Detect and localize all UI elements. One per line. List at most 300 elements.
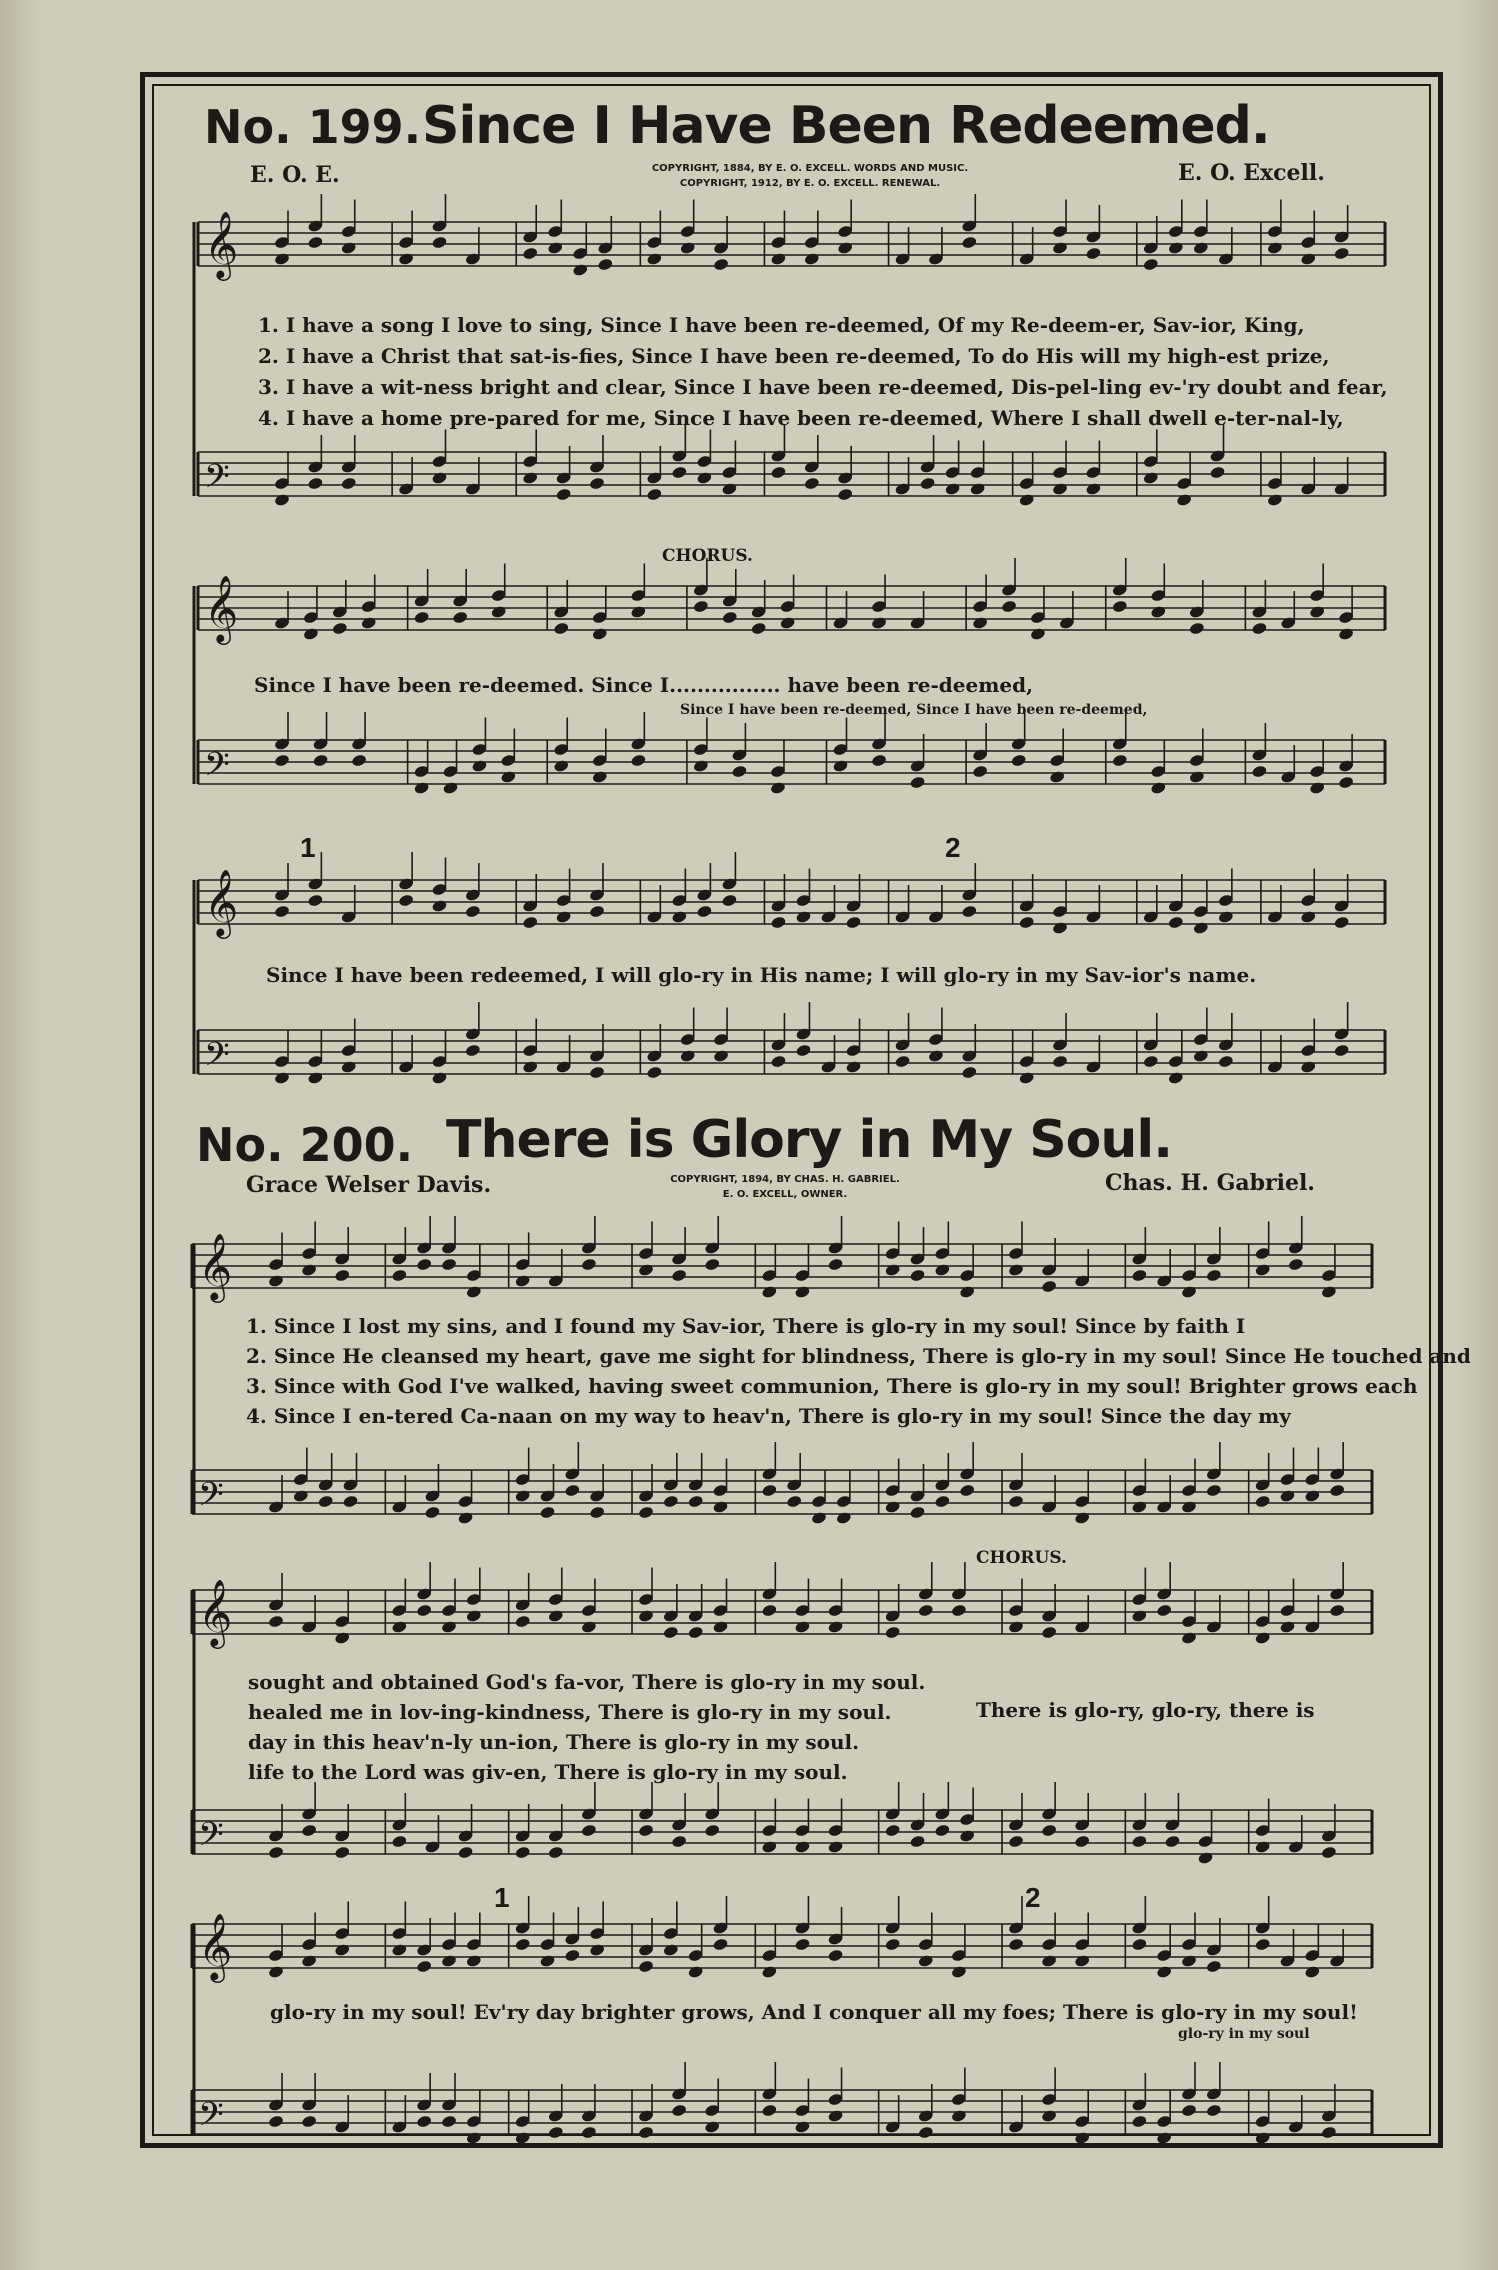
bass-clef-icon: 𝄢 xyxy=(198,1816,224,1862)
note-head xyxy=(761,1840,778,1854)
note-head xyxy=(1142,257,1159,271)
composer-credit: E. O. Excell. xyxy=(1178,160,1325,186)
note-head xyxy=(1142,471,1159,485)
second-ending-number: 2 xyxy=(945,832,961,863)
note-head xyxy=(547,2125,564,2139)
note-head xyxy=(919,476,936,490)
first-ending-number: 1 xyxy=(300,832,316,863)
treble-clef-icon: 𝄞 xyxy=(204,574,239,642)
note-head xyxy=(804,476,821,490)
note-head xyxy=(837,241,854,255)
note-head xyxy=(721,610,738,624)
note-head xyxy=(972,764,989,778)
note-head xyxy=(1074,1511,1091,1525)
note-head xyxy=(1041,1279,1058,1293)
note-head xyxy=(1052,241,1069,255)
note-head xyxy=(441,1257,458,1271)
note-head xyxy=(1181,1285,1198,1299)
note-head xyxy=(646,252,663,266)
note-head xyxy=(391,1620,408,1634)
note-head xyxy=(1168,241,1185,255)
note-head xyxy=(398,893,415,907)
note-head xyxy=(795,910,812,924)
note-head xyxy=(1131,2114,1148,2128)
note-head xyxy=(1321,1285,1338,1299)
note-head xyxy=(274,1071,291,1085)
note-head xyxy=(827,2109,844,2123)
hymn-number: No. 200. xyxy=(196,1118,414,1172)
note-head xyxy=(894,1054,911,1068)
note-head xyxy=(555,487,572,501)
note-head xyxy=(663,1494,680,1508)
note-head xyxy=(712,1937,729,1951)
note-head xyxy=(274,904,291,918)
note-head xyxy=(332,621,349,635)
note-head xyxy=(1142,1054,1159,1068)
note-head xyxy=(909,775,926,789)
note-head xyxy=(301,1263,318,1277)
lyricist-credit: E. O. E. xyxy=(250,162,340,188)
note-head xyxy=(442,781,459,795)
note-head xyxy=(466,1954,483,1968)
note-head xyxy=(638,1823,655,1837)
copyright-notice xyxy=(560,161,1060,191)
bass-clef-icon: 𝄢 xyxy=(198,2096,224,2142)
note-head xyxy=(884,1263,901,1277)
chorus-lyric: Since I have been re-deemed. Since I................ have been re-deemed, xyxy=(254,673,1034,697)
note-head xyxy=(514,1937,531,1951)
note-head xyxy=(1156,2131,1173,2145)
note-head xyxy=(1164,1834,1181,1848)
note-head xyxy=(959,1285,976,1299)
note-head xyxy=(1206,1483,1223,1497)
note-head xyxy=(441,1620,458,1634)
note-head xyxy=(398,252,415,266)
note-head xyxy=(871,616,888,630)
note-head xyxy=(909,1834,926,1848)
note-head xyxy=(638,1263,655,1277)
note-head xyxy=(274,252,291,266)
note-head xyxy=(770,915,787,929)
note-head xyxy=(638,1505,655,1519)
chorus-lyric: There is glo-ry, glo-ry, there is xyxy=(976,1698,1315,1722)
note-head xyxy=(268,1614,285,1628)
note-head xyxy=(712,1620,729,1634)
note-head xyxy=(457,1511,474,1525)
note-head xyxy=(431,1071,448,1085)
note-head xyxy=(671,465,688,479)
note-head xyxy=(1001,599,1018,613)
note-head xyxy=(961,235,978,249)
note-head xyxy=(307,476,324,490)
note-head xyxy=(679,1049,696,1063)
note-head xyxy=(342,1494,359,1508)
note-head xyxy=(581,2125,598,2139)
note-head xyxy=(1131,1268,1148,1282)
note-head xyxy=(514,2131,531,2145)
note-head xyxy=(1251,764,1268,778)
note-head xyxy=(646,1065,663,1079)
note-head xyxy=(794,1840,811,1854)
note-head xyxy=(351,753,368,767)
note-head xyxy=(340,241,357,255)
note-head xyxy=(547,1845,564,1859)
verse-line: 1. Since I lost my sins, and I found my Sav-ior, There is glo-ry in my soul! Since by faith I xyxy=(246,1314,1246,1338)
note-head xyxy=(553,759,570,773)
note-head xyxy=(1206,2103,1223,2117)
note-head xyxy=(413,610,430,624)
note-head xyxy=(1181,2103,1198,2117)
verse-line: 1. I have a song I love to sing, Since I have been re-deemed, Of my Re-deem-er, Sav-ior, King, xyxy=(258,313,1305,337)
note-head xyxy=(837,487,854,501)
note-head xyxy=(721,482,738,496)
note-head xyxy=(1041,1954,1058,1968)
note-head xyxy=(431,899,448,913)
copyright-line: COPYRIGHT, 1912, BY E. O. EXCELL. RENEWAL. xyxy=(679,178,941,189)
note-head xyxy=(794,1937,811,1951)
note-head xyxy=(431,471,448,485)
note-head xyxy=(909,1268,926,1282)
note-head xyxy=(811,1511,828,1525)
note-head xyxy=(555,910,572,924)
note-head xyxy=(1111,753,1128,767)
verse-line: 2. I have a Christ that sat-is-fies, Since I have been re-deemed, To do His will my high-est prize, xyxy=(258,344,1330,368)
note-head xyxy=(1168,915,1185,929)
verse-line: 2. Since He cleansed my heart, gave me sight for blindness, There is glo-ry in my soul! Since He touched and xyxy=(246,1344,1471,1368)
note-head xyxy=(671,1834,688,1848)
note-head xyxy=(1074,1834,1091,1848)
note-head xyxy=(1321,1845,1338,1859)
note-head xyxy=(522,471,539,485)
chorus-lyric: Since I have been redeemed, I will glo-ry in His name; I will glo-ry in my Sav-ior's name. xyxy=(266,963,1257,987)
note-head xyxy=(514,1614,531,1628)
note-head xyxy=(1010,753,1027,767)
note-head xyxy=(564,1948,581,1962)
note-head xyxy=(1189,770,1206,784)
note-head xyxy=(704,1257,721,1271)
note-head xyxy=(334,1943,351,1957)
note-head xyxy=(589,1943,606,1957)
note-head xyxy=(471,759,488,773)
note-head xyxy=(630,605,647,619)
note-head xyxy=(1254,2131,1271,2145)
note-head xyxy=(1206,1959,1223,1973)
note-head xyxy=(845,1060,862,1074)
note-head xyxy=(334,1845,351,1859)
note-head xyxy=(1030,627,1047,641)
note-head xyxy=(1209,465,1226,479)
note-head xyxy=(1085,482,1102,496)
note-head xyxy=(268,1845,285,1859)
chorus-lyric: glo-ry in my soul! Ev'ry day brighter grows, And I conquer all my foes; There is glo-ry in my soul! xyxy=(270,2000,1358,2024)
note-head xyxy=(679,241,696,255)
note-head xyxy=(638,2125,655,2139)
note-head xyxy=(832,759,849,773)
note-head xyxy=(424,1505,441,1519)
note-head xyxy=(1018,915,1035,929)
note-head xyxy=(761,1965,778,1979)
note-head xyxy=(1052,1054,1069,1068)
note-head xyxy=(909,1505,926,1519)
note-head xyxy=(934,1823,951,1837)
note-head xyxy=(1300,252,1317,266)
note-head xyxy=(1251,621,1268,635)
note-head xyxy=(770,252,787,266)
note-head xyxy=(514,1845,531,1859)
note-head xyxy=(1074,1954,1091,1968)
note-head xyxy=(1181,1631,1198,1645)
note-head xyxy=(884,1500,901,1514)
note-head xyxy=(1254,1631,1271,1645)
note-head xyxy=(307,235,324,249)
note-head xyxy=(589,476,606,490)
note-head xyxy=(1018,1071,1035,1085)
copyright-line: COPYRIGHT, 1884, BY E. O. EXCELL. WORDS AND MUSIC. xyxy=(651,163,969,174)
note-head xyxy=(1267,493,1284,507)
note-head xyxy=(779,616,796,630)
note-head xyxy=(1254,1840,1271,1854)
note-head xyxy=(340,1060,357,1074)
note-head xyxy=(884,1937,901,1951)
note-head xyxy=(1008,1937,1025,1951)
note-head xyxy=(274,493,291,507)
verse-continuation: day in this heav'n-ly un-ion, There is glo-ry in my soul. xyxy=(248,1730,860,1754)
note-head xyxy=(589,904,606,918)
verse-line: 4. Since I en-tered Ca-naan on my way to heav'n, There is glo-ry in my soul! Since the day my xyxy=(246,1404,1291,1428)
note-head xyxy=(731,764,748,778)
note-head xyxy=(465,1043,482,1057)
note-head xyxy=(1189,621,1206,635)
note-head xyxy=(1197,1851,1214,1865)
note-head xyxy=(794,2120,811,2134)
note-head xyxy=(696,904,713,918)
note-head xyxy=(274,753,291,767)
note-head xyxy=(293,1489,310,1503)
note-head xyxy=(1193,921,1210,935)
note-head xyxy=(514,1274,531,1288)
note-head xyxy=(917,1954,934,1968)
note-head xyxy=(1304,1965,1321,1979)
note-head xyxy=(441,2114,458,2128)
note-head xyxy=(1008,1263,1025,1277)
note-head xyxy=(1300,910,1317,924)
note-head xyxy=(1279,1620,1296,1634)
note-head xyxy=(416,1257,433,1271)
note-head xyxy=(1052,921,1069,935)
composer-credit: Chas. H. Gabriel. xyxy=(1105,1170,1315,1196)
note-head xyxy=(646,487,663,501)
chorus-echo-lyric: Since I have been re-deemed, Since I have been re-deemed, xyxy=(680,702,1148,718)
note-head xyxy=(687,1625,704,1639)
note-head xyxy=(795,1043,812,1057)
note-head xyxy=(1041,1823,1058,1837)
second-ending-number: 2 xyxy=(1025,1882,1041,1913)
note-head xyxy=(712,1500,729,1514)
note-head xyxy=(704,2120,721,2134)
note-head xyxy=(951,2109,968,2123)
note-head xyxy=(1287,1257,1304,1271)
note-head xyxy=(452,610,469,624)
note-head xyxy=(671,1268,688,1282)
note-head xyxy=(1041,1625,1058,1639)
note-head xyxy=(917,2125,934,2139)
note-head xyxy=(836,1511,853,1525)
note-head xyxy=(522,1060,539,1074)
note-head xyxy=(713,1049,730,1063)
note-head xyxy=(391,1834,408,1848)
note-head xyxy=(761,1285,778,1299)
verse-line: 4. I have a home pre-pared for me, Since I have been re-deemed, Where I shall dwell e-ter-nal-ly, xyxy=(258,406,1344,430)
note-head xyxy=(334,1268,351,1282)
note-head xyxy=(1338,627,1355,641)
note-head xyxy=(416,1959,433,1973)
note-head xyxy=(581,1823,598,1837)
note-head xyxy=(794,1620,811,1634)
note-head xyxy=(1168,1071,1185,1085)
note-head xyxy=(1041,2109,1058,2123)
note-head xyxy=(413,781,430,795)
note-head xyxy=(827,1257,844,1271)
note-head xyxy=(1176,493,1193,507)
hymn-title: Since I Have Been Redeemed. xyxy=(422,96,1270,156)
note-head xyxy=(693,759,710,773)
note-head xyxy=(959,1829,976,1843)
note-head xyxy=(1150,605,1167,619)
verse-line: 3. Since with God I've walked, having sweet communion, There is glo-ry in my soul! Brighter grows each xyxy=(246,1374,1418,1398)
note-head xyxy=(917,1603,934,1617)
note-head xyxy=(761,1603,778,1617)
note-head xyxy=(961,904,978,918)
note-head xyxy=(928,1049,945,1063)
note-head xyxy=(1338,775,1355,789)
note-head xyxy=(592,770,609,784)
note-head xyxy=(1193,241,1210,255)
note-head xyxy=(630,753,647,767)
note-head xyxy=(307,1071,324,1085)
lyricist-credit: Grace Welser Davis. xyxy=(246,1172,492,1198)
note-head xyxy=(465,904,482,918)
chorus-label: CHORUS. xyxy=(662,546,753,566)
note-head xyxy=(638,1959,655,1973)
note-head xyxy=(951,1965,968,1979)
note-head xyxy=(671,2103,688,2117)
verse-line: 3. I have a wit-ness bright and clear, Since I have been re-deemed, Dis-pel-ling ev-'ry doubt and fear, xyxy=(258,375,1388,399)
first-ending-number: 1 xyxy=(494,1882,510,1913)
note-head xyxy=(334,1631,351,1645)
note-head xyxy=(301,1823,318,1837)
note-head xyxy=(1008,1494,1025,1508)
verse-continuation: sought and obtained God's fa-vor, There is glo-ry in my soul. xyxy=(248,1670,926,1694)
note-head xyxy=(592,627,609,641)
note-head xyxy=(340,476,357,490)
hymn-title: There is Glory in My Soul. xyxy=(446,1110,1172,1170)
note-head xyxy=(770,465,787,479)
note-head xyxy=(761,1483,778,1497)
note-head xyxy=(457,1845,474,1859)
note-head xyxy=(845,915,862,929)
note-head xyxy=(1218,910,1235,924)
note-head xyxy=(750,621,767,635)
note-head xyxy=(1218,1054,1235,1068)
bass-clef-icon: 𝄢 xyxy=(204,746,230,792)
note-head xyxy=(416,1603,433,1617)
chorus-label: CHORUS. xyxy=(976,1548,1067,1568)
note-head xyxy=(1321,2125,1338,2139)
note-head xyxy=(431,235,448,249)
note-head xyxy=(934,1494,951,1508)
note-head xyxy=(1131,1500,1148,1514)
note-head xyxy=(391,1943,408,1957)
verse-continuation: life to the Lord was giv-en, There is glo-ry in my soul. xyxy=(248,1760,848,1784)
note-head xyxy=(1300,1060,1317,1074)
note-head xyxy=(713,257,730,271)
note-head xyxy=(804,252,821,266)
note-head xyxy=(794,1285,811,1299)
bass-clef-icon: 𝄢 xyxy=(204,458,230,504)
note-head xyxy=(581,1620,598,1634)
note-head xyxy=(827,1840,844,1854)
note-head xyxy=(547,241,564,255)
note-head xyxy=(721,893,738,907)
note-head xyxy=(1329,1603,1346,1617)
copyright-line: E. O. EXCELL, OWNER. xyxy=(722,1189,848,1200)
copyright-line: COPYRIGHT, 1894, BY CHAS. H. GABRIEL. xyxy=(670,1174,900,1185)
note-head xyxy=(441,1954,458,1968)
note-head xyxy=(638,1609,655,1623)
note-head xyxy=(944,482,961,496)
hymn-number: No. 199. xyxy=(204,100,422,154)
note-head xyxy=(693,599,710,613)
note-head xyxy=(770,1054,787,1068)
note-head xyxy=(1309,605,1326,619)
bass-clef-icon: 𝄢 xyxy=(204,1036,230,1082)
note-head xyxy=(268,1274,285,1288)
note-head xyxy=(704,1823,721,1837)
note-head xyxy=(391,1268,408,1282)
note-head xyxy=(1018,493,1035,507)
note-head xyxy=(1085,246,1102,260)
note-head xyxy=(1150,781,1167,795)
note-head xyxy=(961,1065,978,1079)
note-head xyxy=(770,781,787,795)
note-head xyxy=(1333,1043,1350,1057)
note-head xyxy=(539,1505,556,1519)
note-head xyxy=(1131,1609,1148,1623)
note-head xyxy=(466,2131,483,2145)
note-head xyxy=(1329,1483,1346,1497)
note-head xyxy=(597,257,614,271)
note-head xyxy=(514,1489,531,1503)
note-head xyxy=(268,2114,285,2128)
note-head xyxy=(312,753,329,767)
verse-continuation: healed me in lov-ing-kindness, There is glo-ry in my soul. xyxy=(248,1700,892,1724)
note-head xyxy=(307,893,324,907)
note-head xyxy=(1254,1494,1271,1508)
note-head xyxy=(786,1494,803,1508)
note-head xyxy=(360,616,377,630)
note-head xyxy=(1008,1834,1025,1848)
note-head xyxy=(1193,1049,1210,1063)
note-head xyxy=(1111,599,1128,613)
note-head xyxy=(553,621,570,635)
note-head xyxy=(671,910,688,924)
note-head xyxy=(1049,770,1066,784)
note-head xyxy=(687,1965,704,1979)
note-head xyxy=(1156,1603,1173,1617)
note-head xyxy=(490,605,507,619)
note-head xyxy=(1254,1937,1271,1951)
note-head xyxy=(884,1625,901,1639)
